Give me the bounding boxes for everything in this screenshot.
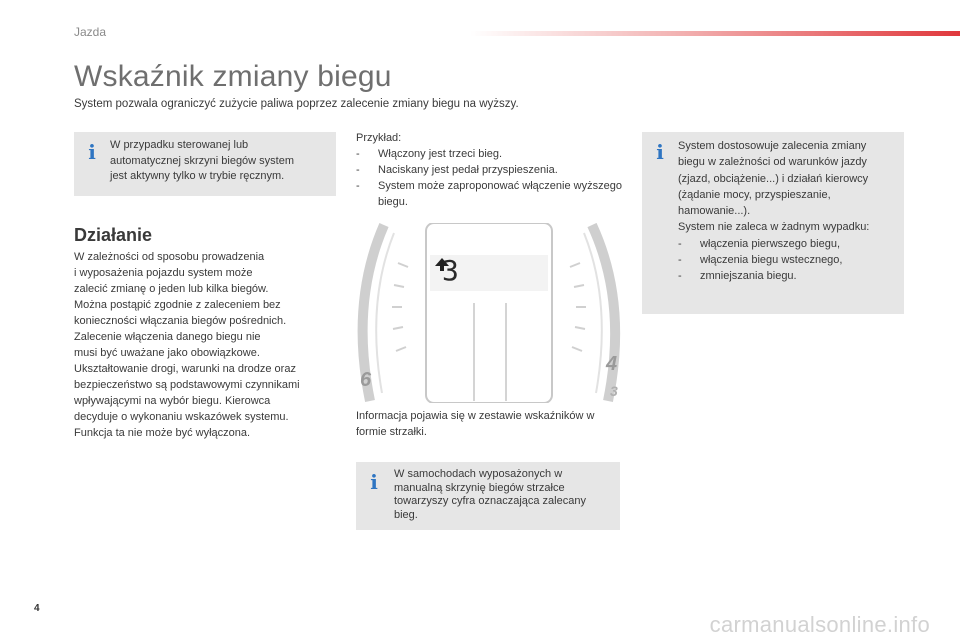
text-line: bezpieczeństwo są podstawowymi czynnikami — [74, 379, 300, 391]
gauge-numeral-right-lower: 3 — [610, 383, 618, 399]
info-icon: i — [370, 470, 378, 494]
text-line: (żądanie mocy, przyspieszanie, — [678, 188, 831, 201]
list-item: - zmniejszania biegu. — [678, 270, 797, 283]
list-item: - Naciskany jest pedał przyspieszenia. — [356, 164, 558, 176]
watermark: carmanualsonline.info — [709, 612, 930, 637]
figure-caption: Informacja pojawia się w zestawie wskaźników w formie strzałki. — [356, 410, 595, 438]
instrument-cluster-illustration — [356, 223, 622, 403]
text-line: automatycznej skrzyni biegów system — [110, 154, 295, 167]
info-icon: i — [656, 140, 664, 164]
text-line: Funkcja ta nie może być wyłączona. — [74, 427, 251, 439]
text-line: biegu w zależności od warunków jazdy — [678, 156, 867, 169]
text-line: konieczności włączania biegów pośrednich. — [74, 315, 287, 327]
text-line: decyduje o wykonaniu wskazówek systemu. — [74, 411, 289, 423]
text-line: W samochodach wyposażonych w — [394, 468, 563, 480]
list-item: - System może zaproponować włączenie wyższego biegu. — [356, 180, 622, 208]
text-line: towarzyszy cyfra oznaczająca zalecany — [394, 495, 586, 507]
info-box-text — [394, 468, 586, 522]
gear-digit: 3 — [442, 254, 459, 287]
text-line: musi być uważane jako obowiązkowe. — [74, 347, 260, 359]
text-line: W przypadku sterowanej lub — [110, 139, 249, 151]
text-line: System dostosowuje zalecenia zmiany — [678, 140, 867, 152]
list-item: - włączenia biegu wstecznego, — [678, 254, 843, 267]
text-line: (zjazd, obciążenie...) i działań kierowcy — [678, 172, 869, 185]
gauge-numeral-left: 6 — [360, 369, 372, 391]
info-box-manual-gearbox — [356, 462, 620, 530]
text-line: manualną skrzynię biegów strzałce — [394, 481, 565, 494]
text-line: W zależności od sposobu prowadzenia — [74, 251, 265, 263]
text-line: Zalecenie włączenia danego biegu nie — [74, 331, 261, 343]
section-label: Jazda — [74, 25, 107, 39]
text-line: jest aktywny tylko w trybie ręcznym. — [110, 170, 285, 182]
recommendation-list — [678, 236, 869, 285]
page-number: 4 — [34, 603, 40, 614]
text-line: Ukształtowanie drogi, warunki na drodze oraz — [74, 363, 296, 375]
example-label: Przykład: — [356, 132, 402, 144]
intro-text: System pozwala ograniczyć zużycie paliwa poprzez zalecenie zmiany biegu na wyższy. — [74, 98, 519, 110]
text-line: bieg. — [394, 508, 418, 521]
example-block — [356, 130, 626, 210]
list-item: - włączenia pierwszego biegu, — [678, 237, 841, 250]
info-box-manual-mode — [74, 132, 336, 196]
text-line: wpływającymi na wybór biegu. Kierowca — [74, 395, 271, 407]
text-line: i wyposażenia pojazdu system może — [74, 267, 253, 279]
header-accent-bar — [470, 31, 960, 36]
info-box-text — [110, 138, 294, 185]
text-line: zalecić zmianę o jeden lub kilka biegów. — [74, 283, 269, 295]
info-icon: i — [88, 140, 96, 164]
text-line: Można postąpić zgodnie z zaleceniem bez — [74, 299, 281, 311]
info-box-text — [678, 138, 869, 285]
text-line: System nie zaleca w żadnym wypadku: — [678, 221, 870, 234]
gauge-numeral-right: 4 — [606, 353, 618, 375]
page-title: Wskaźnik zmiany biegu — [74, 60, 392, 93]
text-line: hamowanie...). — [678, 205, 751, 218]
operation-paragraph — [74, 249, 336, 441]
section-heading: Działanie — [74, 225, 153, 245]
info-box-recommendations — [642, 132, 904, 314]
example-list — [356, 146, 626, 210]
list-item: - Włączony jest trzeci bieg. — [356, 148, 503, 160]
